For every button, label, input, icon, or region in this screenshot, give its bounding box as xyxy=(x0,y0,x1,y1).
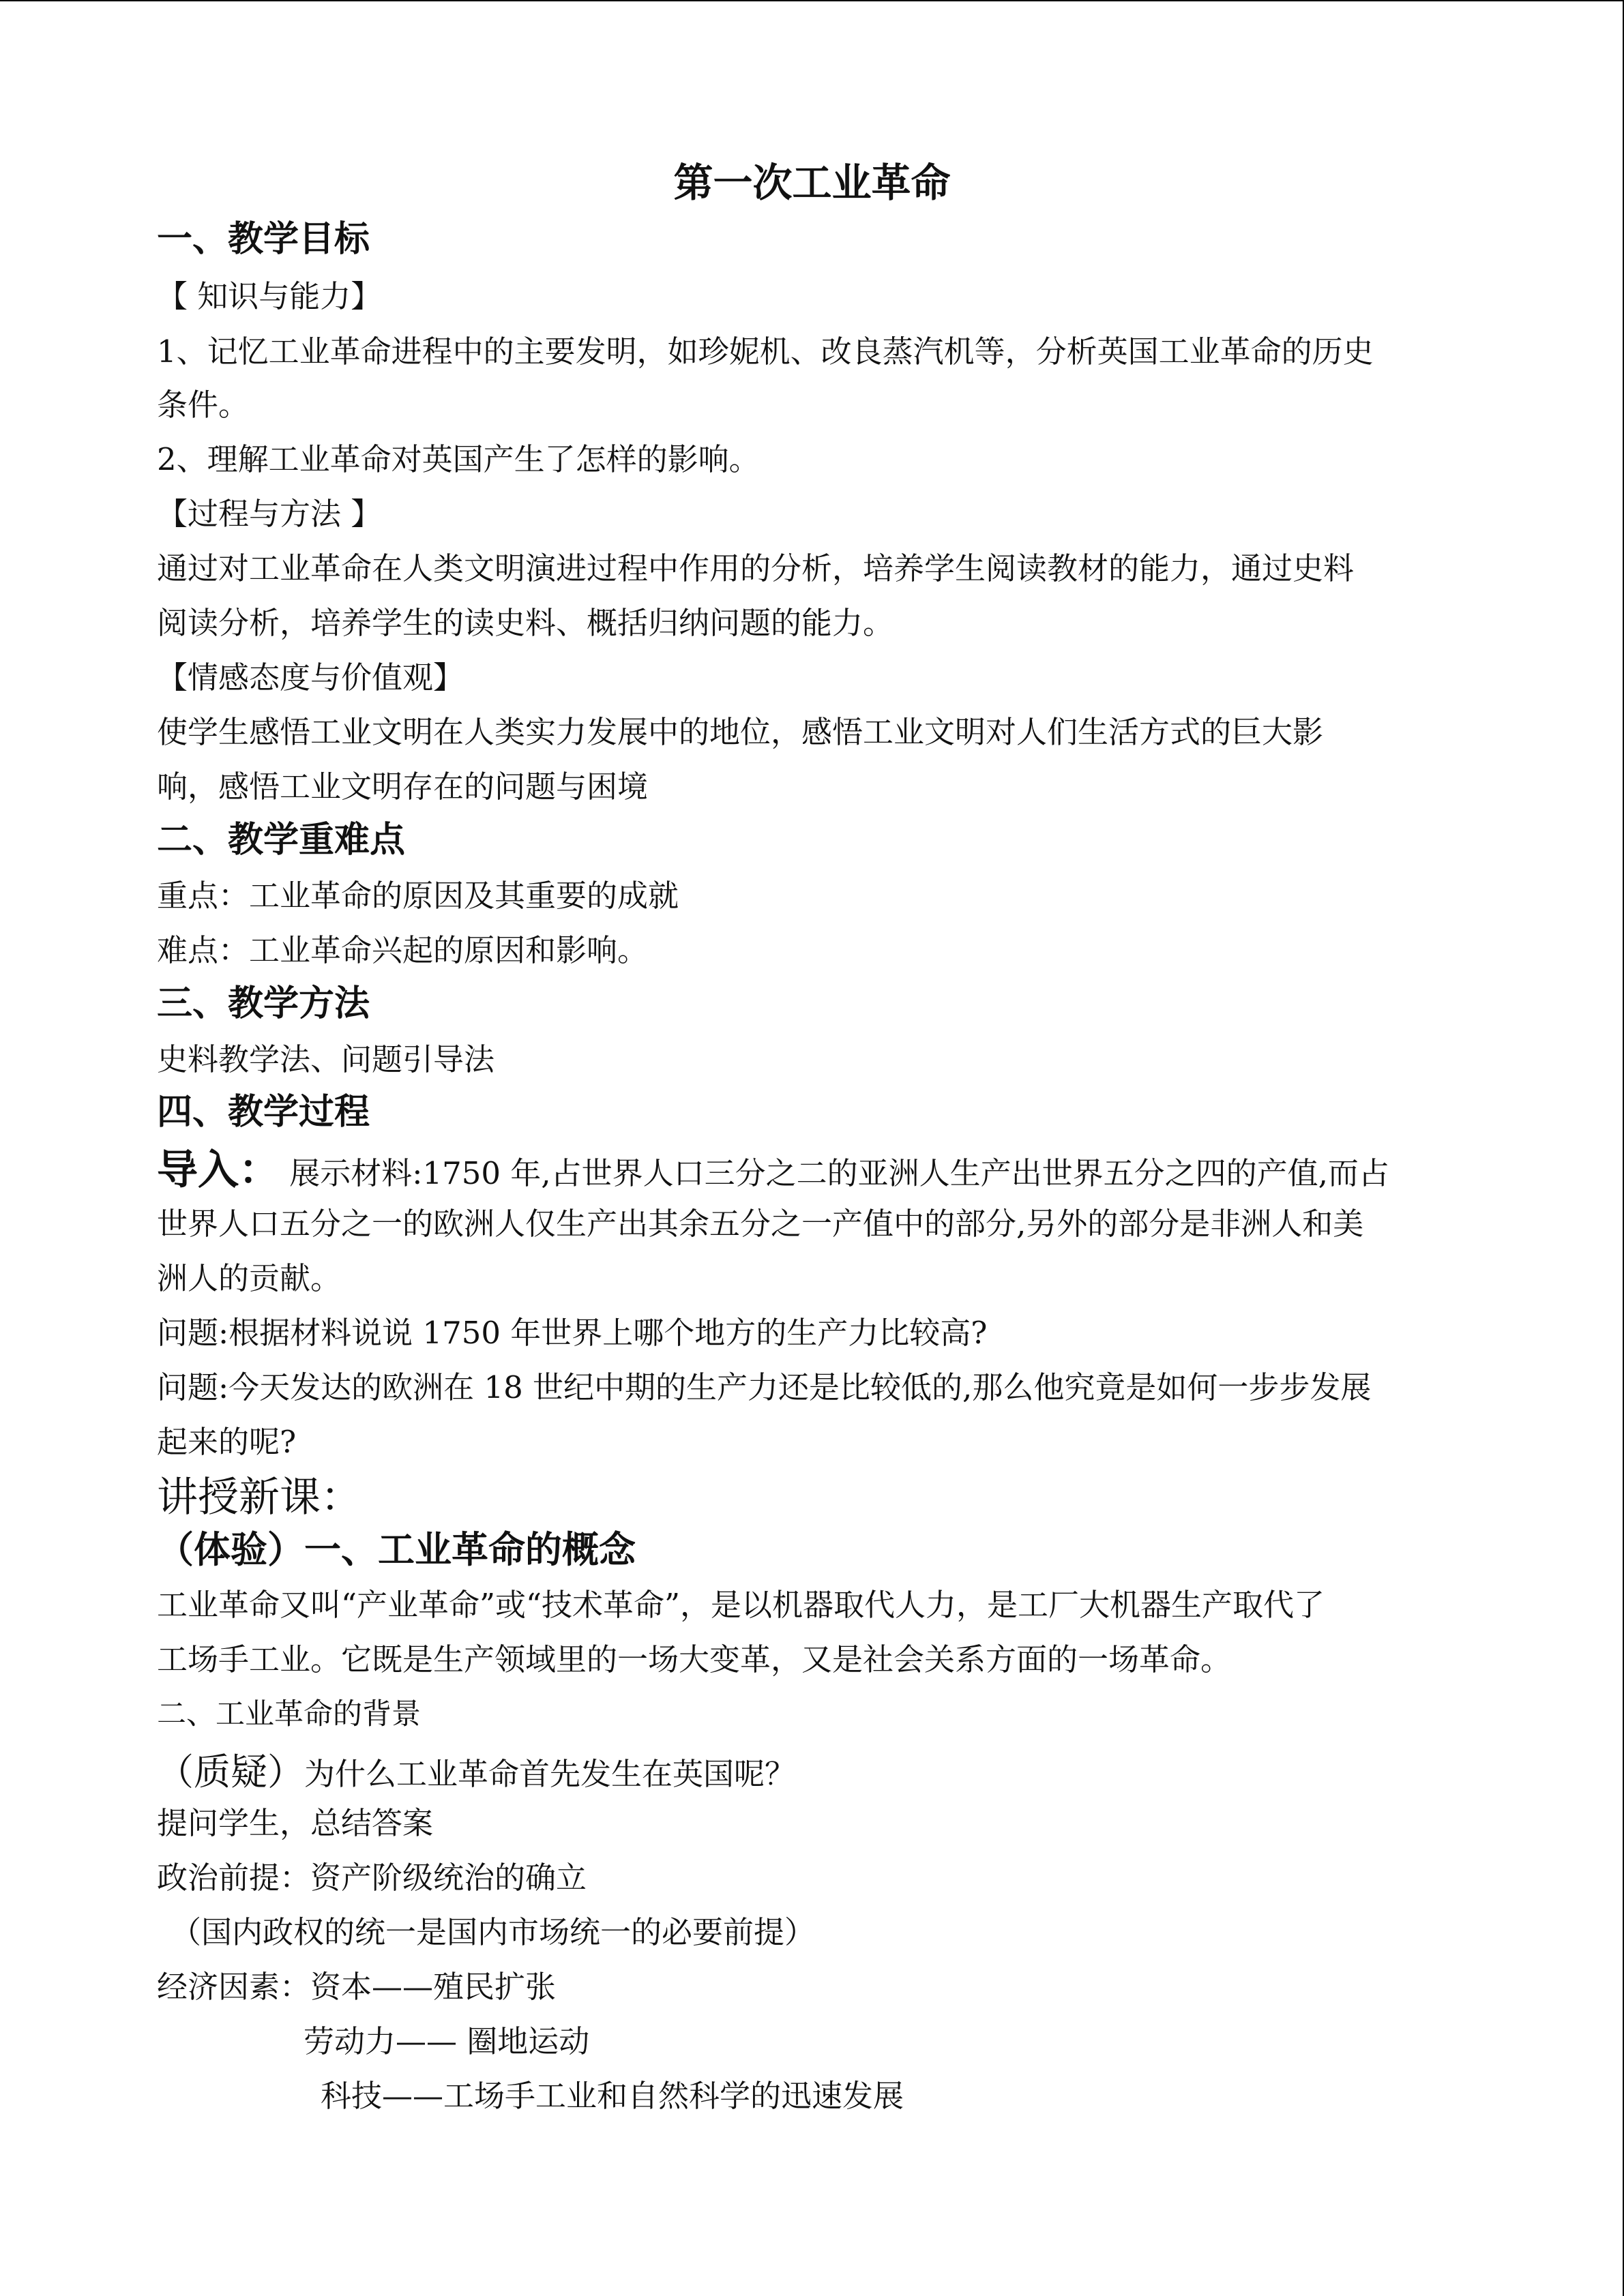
text-line: 提问学生，总结答案 xyxy=(157,1805,434,1841)
intro-text: 展示材料:1750 年,占世界人口三分之二的亚洲人生产出世界五分之四的产值,而占 xyxy=(280,1155,1389,1191)
intro-label: 导入： xyxy=(157,1146,280,1194)
label-process: 【过程与方法 】 xyxy=(157,496,382,532)
question-label: （质疑） xyxy=(157,1750,304,1793)
text-line: 问题:根据材料说说 1750 年世界上哪个地方的生产力比较高? xyxy=(157,1315,988,1351)
text-line: 政治前提：资产阶级统治的确立 xyxy=(157,1860,587,1896)
section-heading-key-points: 二、教学重难点 xyxy=(157,820,406,861)
text-line: 通过对工业革命在人类文明演进过程中作用的分析，培养学生阅读教材的能力，通过史料 xyxy=(157,550,1355,586)
intro-line xyxy=(157,1144,1389,1196)
text-line: 史料教学法、问题引导法 xyxy=(157,1041,495,1077)
question-line xyxy=(157,1748,795,1796)
label-emotion: 【情感态度与价值观】 xyxy=(157,659,464,696)
section-heading-methods: 三、教学方法 xyxy=(157,983,370,1024)
text-line: 难点：工业革命兴起的原因和影响。 xyxy=(157,932,649,968)
text-line: 使学生感悟工业文明在人类实力发展中的地位，感悟工业文明对人们生活方式的巨大影 xyxy=(157,714,1324,750)
concept-heading: （体验）一、工业革命的概念 xyxy=(157,1528,636,1571)
text-line: 1、记忆工业革命进程中的主要发明，如珍妮机、改良蒸汽机等，分析英国工业革命的历史 xyxy=(157,333,1374,370)
text-line: 阅读分析，培养学生的读史料、概括归纳问题的能力。 xyxy=(157,605,894,641)
section-heading-objectives: 一、教学目标 xyxy=(157,219,370,260)
text-line: 科技——工场手工业和自然科学的迅速发展 xyxy=(321,2078,904,2114)
background-heading: 二、工业革命的背景 xyxy=(157,1697,421,1731)
text-line: 响，感悟工业文明存在的问题与困境 xyxy=(157,769,649,805)
text-line: 重点：工业革命的原因及其重要的成就 xyxy=(157,878,679,914)
text-line: 洲人的贡献。 xyxy=(157,1260,342,1296)
section-heading-process: 四、教学过程 xyxy=(157,1092,370,1133)
new-lesson-heading: 讲授新课： xyxy=(157,1474,361,1521)
page-title: 第一次工业革命 xyxy=(673,160,951,206)
text-line: 起来的呢? xyxy=(157,1424,297,1460)
text-line: （国内政权的统一是国内市场统一的必要前提） xyxy=(171,1914,816,1950)
text-line: 2、理解工业革命对英国产生了怎样的影响。 xyxy=(157,441,760,477)
text-line: 劳动力—— 圈地运动 xyxy=(304,2023,590,2059)
text-line: 工场手工业。它既是生产领域里的一场大变革，又是社会关系方面的一场革命。 xyxy=(157,1641,1232,1678)
text-line: 条件。 xyxy=(157,387,250,423)
label-knowledge: 【 知识与能力】 xyxy=(157,278,382,314)
text-line: 世界人口五分之一的欧洲人仅生产出其余五分之一产值中的部分,另外的部分是非洲人和美 xyxy=(157,1206,1364,1242)
question-text: 为什么工业革命首先发生在英国呢？ xyxy=(304,1756,796,1792)
text-line: 问题:今天发达的欧洲在 18 世纪中期的生产力还是比较低的,那么他究竟是如何一步步发展 xyxy=(157,1369,1372,1405)
text-line: 经济因素：资本——殖民扩张 xyxy=(157,1969,557,2005)
text-line: 工业革命又叫“产业革命”或“技术革命”，是以机器取代人力，是工厂大机器生产取代了 xyxy=(157,1587,1325,1623)
